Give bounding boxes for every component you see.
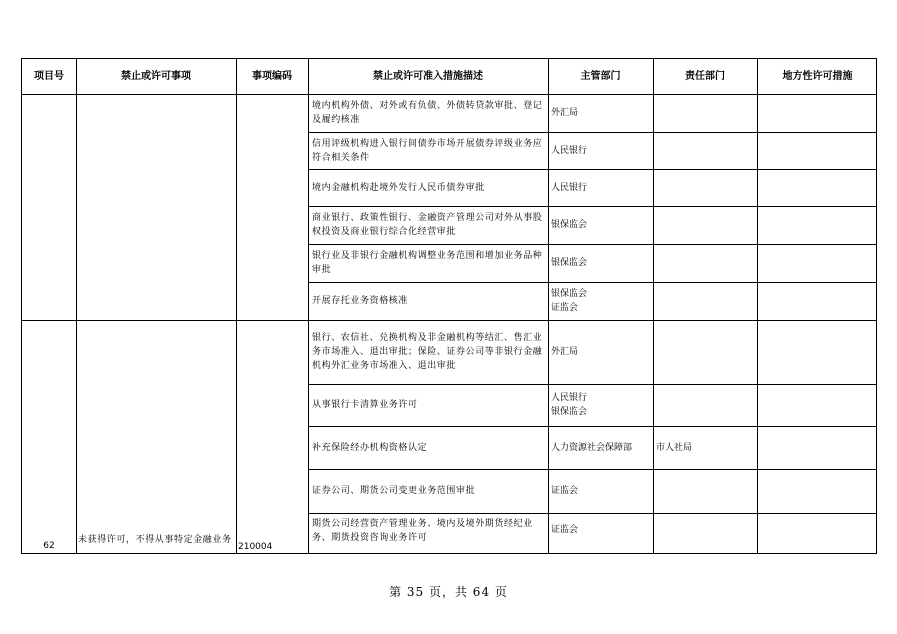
dept-cell: 人民银行 银保监会 [551, 393, 588, 417]
dept-cell: 人力资源社会保障部 [551, 442, 633, 453]
header-resp: 责任部门 [685, 70, 725, 82]
dept-cell: 外汇局 [551, 108, 579, 118]
desc-cell: 证券公司、期货公司变更业务范围审批 [312, 486, 476, 496]
dept-cell: 银保监会 [551, 220, 588, 230]
dept-cell: 证监会 [551, 525, 579, 535]
desc-cell: 境内机构外债、对外或有负债、外债转贷款审批、登记及履约核准 [312, 101, 543, 125]
column-divider [76, 59, 77, 553]
column-divider [236, 59, 237, 553]
column-divider [653, 59, 654, 553]
header-item-no: 项目号 [34, 70, 64, 82]
desc-cell: 补充保险经办机构资格认定 [312, 442, 428, 453]
desc-cell: 银行、农信社、兑换机构及非金融机构等结汇、售汇业务市场准入、退出审批；保险、证券公司等非银行金融机构外汇业务市场准入、退出审批 [312, 333, 543, 371]
dept-cell: 人民银行 [551, 182, 588, 193]
dept-cell: 银保监会 证监会 [551, 289, 588, 313]
dept-cell: 证监会 [551, 486, 579, 496]
column-divider [757, 59, 758, 553]
header-dept: 主管部门 [580, 70, 621, 82]
dept-cell: 人民银行 [551, 145, 588, 156]
item-code: 210004 [238, 542, 273, 552]
dept-cell: 银保监会 [551, 258, 588, 268]
dept-cell: 外汇局 [551, 347, 579, 357]
header-local: 地方性许可措施 [782, 70, 853, 82]
header-item: 禁止或许可事项 [121, 70, 191, 82]
desc-cell: 开展存托业务资格核准 [312, 296, 409, 306]
measures-table [21, 58, 877, 554]
desc-cell: 银行业及非银行金融机构调整业务范围和增加业务品种审批 [312, 251, 543, 275]
item-name: 未获得许可，不得从事特定金融业务 [78, 535, 232, 545]
desc-cell: 期货公司经营资产管理业务、境内及境外期货经纪业务、期货投资咨询业务许可 [312, 519, 533, 543]
resp-cell: 市人社局 [656, 442, 693, 453]
desc-cell: 境内金融机构赴境外发行人民币债券审批 [312, 182, 485, 193]
page-footer: 第 35 页，共 64 页 [389, 585, 508, 599]
header-code: 事项编码 [252, 70, 292, 82]
desc-cell: 从事银行卡清算业务许可 [312, 400, 418, 410]
desc-cell: 商业银行、政策性银行、金融资产管理公司对外从事股权投资及商业银行综合化经营审批 [312, 213, 543, 237]
header-desc: 禁止或许可准入措施描述 [373, 70, 483, 82]
desc-cell: 信用评级机构进入银行间债券市场开展债券评级业务应符合相关条件 [312, 138, 543, 163]
item-number: 62 [43, 541, 55, 551]
